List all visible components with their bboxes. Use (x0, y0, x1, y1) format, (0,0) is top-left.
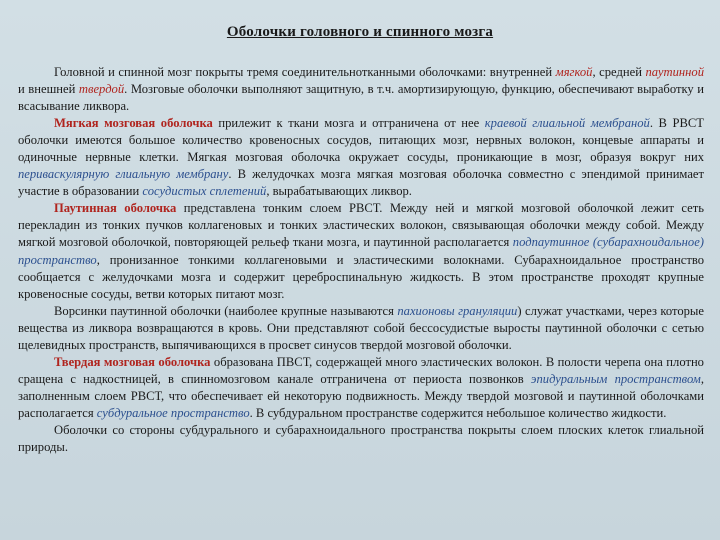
text-run: ) служат участками, через которые вещества из ликвора возвращаются в кровь. Они представляют собой бессосудистые выросты паутинной оболочки с сетью щелевидных пространств, выпячивающихся в просвет синусов твердой мозговой оболочки. (18, 303, 704, 352)
paragraph-villi (18, 303, 704, 354)
body-text (18, 64, 704, 456)
term-subdural-space: субдуральное пространство (96, 405, 250, 420)
text-run: . Мозговые оболочки выполняют защитную, в т.ч. амортизирующую, функцию, обеспечивают выработку и всасывание ликвора. (18, 82, 704, 114)
text-run: , вырабатывающих ликвор. (266, 184, 412, 199)
term-pacchionian-granulations: пахионовы грануляции (397, 303, 518, 318)
text-run: . В РВСТ оболочки имеются большое количество кровеносных сосудов, питающих мозг, нервных волокон, концевые аппараты и одиночные нервные клетки. Мягкая мозговая оболочка окружает сосуды, проникающие в мозг, образуя вокруг них (18, 116, 704, 165)
text-run: Ворсинки паутинной оболочки (наиболее крупные называются (54, 303, 398, 318)
paragraph-arachnoid (18, 200, 704, 302)
term-epidural-space: эпидуральным пространством (530, 371, 701, 386)
paragraph-intro (18, 64, 704, 115)
text-run: , пронизанное тонкими коллагеновыми и эластическими волокнами. Субарахноидальное пространство сообщается с желудочками мозга и содержит цереброспинальную жидкость. В этом пространстве проходят крупные кровеносные сосуды, ветви которых питают мозг. (18, 252, 704, 301)
term-glial-membrane: краевой глиальной мембраной (484, 116, 650, 131)
heading-arachnoid: Паутинная оболочка (54, 201, 177, 216)
text-run: и внешней (18, 82, 79, 97)
text-run: , заполненным слоем РВСТ, что обеспечивает ей некоторую подвижность. Между твердой мозговой и паутинной оболочками располагается (18, 371, 704, 420)
text-run: Головной и спинной мозг покрыты тремя соединительнотканными оболочками: внутренней (54, 65, 556, 79)
page-title: Оболочки головного и спинного мозга (226, 24, 494, 40)
text-run: представлена тонким слоем РВСТ. Между ней и мягкой мозговой оболочкой лежит сеть перекладин из тонких пучков коллагеновых и тонких эластических волокон, связывающая оболочки между собой. Между мягкой мозговой оболочкой, повторяющей рельеф ткани мозга, и паутинной располагается (18, 201, 704, 250)
text-run: прилежит к ткани мозга и отграничена от нее (212, 116, 485, 131)
heading-dura-mater: Твердая мозговая оболочка (54, 354, 211, 369)
term-choroid-plexus: сосудистых сплетений (142, 184, 267, 199)
paragraph-dura-mater (18, 354, 704, 422)
term-arachnoid: паутинной (645, 65, 704, 79)
term-hard: твердой (78, 82, 125, 97)
heading-pia-mater: Мягкая мозговая оболочка (54, 116, 213, 131)
term-soft: мягкой (555, 65, 593, 79)
text-run: . В желудочках мозга мягкая мозговая оболочка совместно с эпендимой принимает участие в образовании (18, 167, 705, 199)
paragraph-pia-mater (18, 115, 704, 200)
text-run: образована ПВСТ, содержащей много эластических волокон. В полости черепа она плотно сращена с надкостницей, в спинномозговом канале отграничена от периоста позвонков (18, 354, 704, 386)
term-subarachnoid-space: подпаутинное (субарахноидальное) пространство (18, 235, 704, 267)
text-run: Оболочки со стороны субдурального и субарахноидального пространства покрыты слоем плоских клеток глиальной природы. (18, 422, 704, 455)
text-run: , средней (592, 65, 646, 79)
text-run: . В субдуральном пространстве содержится небольшое количество жидкости. (249, 405, 667, 420)
term-perivascular-membrane: периваскулярную глиальную мембрану (18, 167, 229, 182)
paragraph-closing (18, 422, 704, 456)
